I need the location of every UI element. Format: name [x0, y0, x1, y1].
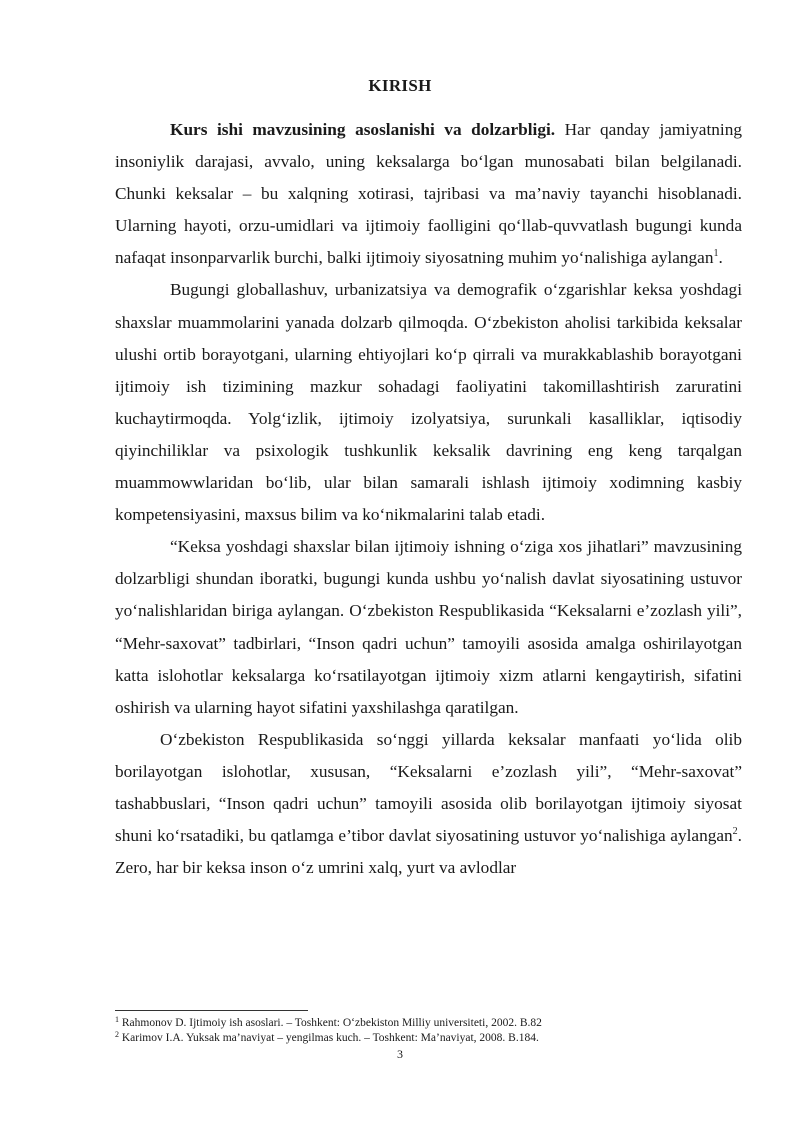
page-number: 3 [397, 1047, 403, 1061]
body-text [115, 114, 742, 884]
paragraph-4 [115, 724, 742, 884]
section-heading: KIRISH [368, 76, 432, 95]
paragraph-1-text: Har qanday jamiyatning insoniylik darajasi, avvalo, uning keksalarga bo‘lgan munosabati bilan belgilanadi. Chunki keksalar – bu xalqning xotirasi, tajribasi va ma’naviy tayanchi hisoblanadi. Ularning hayoti, orzu-umidlari va ijtimoiy faolligini qo‘llab-quvvatlash bugungi kunda nafaqat insonparvarlik burchi, balki ijtimoiy siyosatning muhim yo‘nalishiga aylangan [115, 120, 742, 268]
footnote-2-text: Karimov I.A. Yuksak ma’naviyat – yengilmas kuch. – Toshkent: Ma’naviyat, 2008. B.184. [119, 1032, 539, 1044]
paragraph-4-text: O‘zbekiston Respublikasida so‘nggi yillarda keksalar manfaati yo‘lida olib borilayotgan islohotlar, xususan, “Keksalarni e’zozlash yili”, “Mehr-saxovat” tashabbuslari, “Inson qadri uchun” tamoyili asosida olib borilayotgan ijtimoiy siyosat shuni ko‘rsatadiki, bu qatlamga e’tibor davlat siyosatining ustuvor yo‘nalishiga aylangan [115, 729, 742, 846]
footnote-ref-2[interactable]: 2 [732, 826, 738, 838]
paragraph-4-after: . Zero, har bir keksa inson o‘z umrini xalq, yurt va avlodlar [115, 826, 742, 878]
footnote-1 [115, 1016, 742, 1031]
footnote-ref-1[interactable]: 1 [713, 248, 719, 260]
paragraph-1-end: . [718, 248, 723, 268]
paragraph-1-lead: Kurs ishi mavzusining asoslanishi va dolzarbligi. [170, 120, 556, 139]
footnotes [115, 1016, 742, 1046]
footnote-1-text: Rahmonov D. Ijtimoiy ish asoslari. – Toshkent: O‘zbekiston Milliy universiteti, 2002. B.82 [119, 1017, 542, 1029]
footnote-divider [115, 1010, 308, 1011]
footnote-2-number: 2 [115, 1030, 119, 1039]
paragraph-3: “Keksa yoshdagi shaxslar bilan ijtimoiy ishning o‘ziga xos jihatlari” mavzusining dolzarbligi shundan iboratki, bugungi kunda ushbu yo‘nalish davlat siyosatining ustuvor yo‘nalishlaridan biriga aylangan. O‘zbekiston Respublikasida “Keksalarni e’zozlash yili”, “Mehr-saxovat” tadbirlari, “Inson qadri uchun” tamoyili asosida amalga oshirilayotgan katta islohotlar keksalarga ko‘rsatilayotgan ijtimoiy xizm atlarni kengaytirish, sifatini oshirish va ularning hayot sifatini yaxshilashga qaratilgan. [115, 537, 742, 717]
footnote-2 [115, 1031, 742, 1046]
footnote-1-number: 1 [115, 1015, 119, 1024]
paragraph-2: Bugungi globallashuv, urbanizatsiya va demografik o‘zgarishlar keksa yoshdagi shaxslar muammolarini yanada dolzarb qilmoqda. O‘zbekiston aholisi tarkibida keksalar ulushi ortib borayotgani, ularning ehtiyojlari ko‘p qirrali va murakkablashib borayotgani ijtimoiy ish tizimining mazkur sohadagi faoliyatini takomillashtirish zaruratini kuchaytirmoqda. Yolg‘izlik, ijtimoiy izolyatsiya, surunkali kasalliklar, iqtisodiy qiyinchiliklar va psixologik tushkunlik keksalik davrining eng keng tarqalgan muammowwlaridan bo‘lib, ular bilan samarali ishlash ijtimoiy xodimning kasbiy kompetensiyasini, maxsus bilim va ko‘nikmalarini talab etadi. [115, 280, 742, 525]
paragraph-1 [115, 114, 742, 274]
